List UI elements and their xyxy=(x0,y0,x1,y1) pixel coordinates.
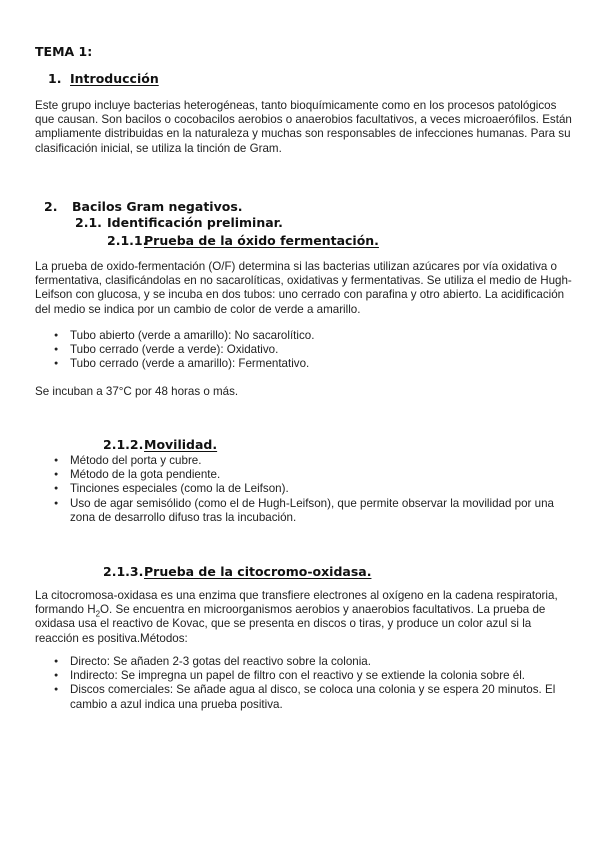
of-results-list xyxy=(35,329,580,372)
section-2-1-2-number: 2.1.2. xyxy=(103,437,144,452)
section-2-1-title: Identificación preliminar. xyxy=(107,215,283,230)
section-2-1-3-heading xyxy=(103,564,371,579)
of-paragraph xyxy=(35,260,575,317)
list-item: ● Tubo cerrado (verde a verde): Oxidativo. xyxy=(35,343,580,357)
section-2-1-3-title: Prueba de la citocromo-oxidasa. xyxy=(144,564,372,579)
subscript-2: 2 xyxy=(95,609,101,619)
section-2-1-1-number: 2.1.1. xyxy=(107,233,148,248)
list-item: ● Tubo cerrado (verde a amarillo): Fermentativo. xyxy=(35,357,580,371)
cytochrome-text xyxy=(35,589,575,646)
section-2-1-2-title: Movilidad. xyxy=(144,437,218,452)
cytochrome-text-part-b: O. Se encuentra en microorganismos aerobios y anaerobios facultativos. La prueba de oxidasa usa el reactivo de Kovac, que se presenta en discos o tiras, y produce un color azul si la reacción es positiva.Métodos: xyxy=(35,603,546,645)
section-2-number: 2. xyxy=(44,199,58,214)
section-2-heading xyxy=(44,199,243,214)
incubation-text: Se incuban a 37°C por 48 horas o más. xyxy=(35,385,239,398)
section-2-title: Bacilos Gram negativos. xyxy=(72,199,243,214)
section-2-1-1-title: Prueba de la óxido fermentación. xyxy=(144,233,379,248)
list-item: ● Método de la gota pendiente. xyxy=(35,468,580,482)
oxidase-methods-list xyxy=(35,655,580,712)
list-item: ● Tinciones especiales (como la de Leifson). xyxy=(35,482,580,496)
list-item: ● Tubo abierto (verde a amarillo): No sacarolítico. xyxy=(35,329,580,343)
section-1-title: Introducción xyxy=(70,71,159,86)
list-item: ● Uso de agar semisólido (como el de Hugh-Leifson), que permite observar la movilidad por una zona de desarrollo difuso tras la incubación. xyxy=(35,497,580,525)
list-item: ● Discos comerciales: Se añade agua al disco, se coloca una colonia y se espera 20 minutos. El cambio a azul indica una prueba positiva. xyxy=(35,683,580,711)
tema-heading: TEMA 1: xyxy=(35,44,93,59)
incubation-note xyxy=(35,385,575,399)
of-text: La prueba de oxido-fermentación (O/F) determina si las bacterias utilizan azúcares por vía oxidativa o fermentativa, clasificándolas en no sacarolíticas, oxidativas y fermentativas. Se utiliza el medio de Hugh-Leifson con glucosa, y se incuba en dos tubos: uno cerrado con parafina y otro abierto. La acidificación del medio se indica por un cambio de color de verde a amarillo. xyxy=(35,260,572,316)
section-2-1-number: 2.1. xyxy=(75,215,102,230)
section-2-1-1-heading xyxy=(107,233,379,248)
list-item: ● Directo: Se añaden 2-3 gotas del reactivo sobre la colonia. xyxy=(35,655,580,669)
section-1-number: 1. xyxy=(48,71,62,86)
list-item: ● Método del porta y cubre. xyxy=(35,454,580,468)
section-2-1-heading xyxy=(75,215,283,230)
section-2-1-3-number: 2.1.3. xyxy=(103,564,144,579)
motility-methods-list xyxy=(35,454,580,525)
cytochrome-paragraph xyxy=(35,589,575,646)
section-1-heading xyxy=(48,71,159,86)
section-2-1-2-heading xyxy=(103,437,217,452)
cytochrome-text-part-a: La citocromosa-oxidasa es una enzima que transfiere electrones al oxígeno en la cadena respiratoria, formando H xyxy=(35,589,558,617)
list-item: ● Indirecto: Se impregna un papel de filtro con el reactivo y se extiende la colonia sobre él. xyxy=(35,669,580,683)
intro-paragraph xyxy=(35,99,575,156)
intro-text: Este grupo incluye bacterias heterogéneas, tanto bioquímicamente como en los procesos patológicos que causan. Son bacilos o cocobacilos aerobios o anaerobios facultativos, a veces microaerófilos. Están ampliamente distribuidas en la naturaleza y muchas son responsables de infecciones humanas. Para su clasificación inicial, se utiliza la tinción de Gram. xyxy=(35,99,572,155)
